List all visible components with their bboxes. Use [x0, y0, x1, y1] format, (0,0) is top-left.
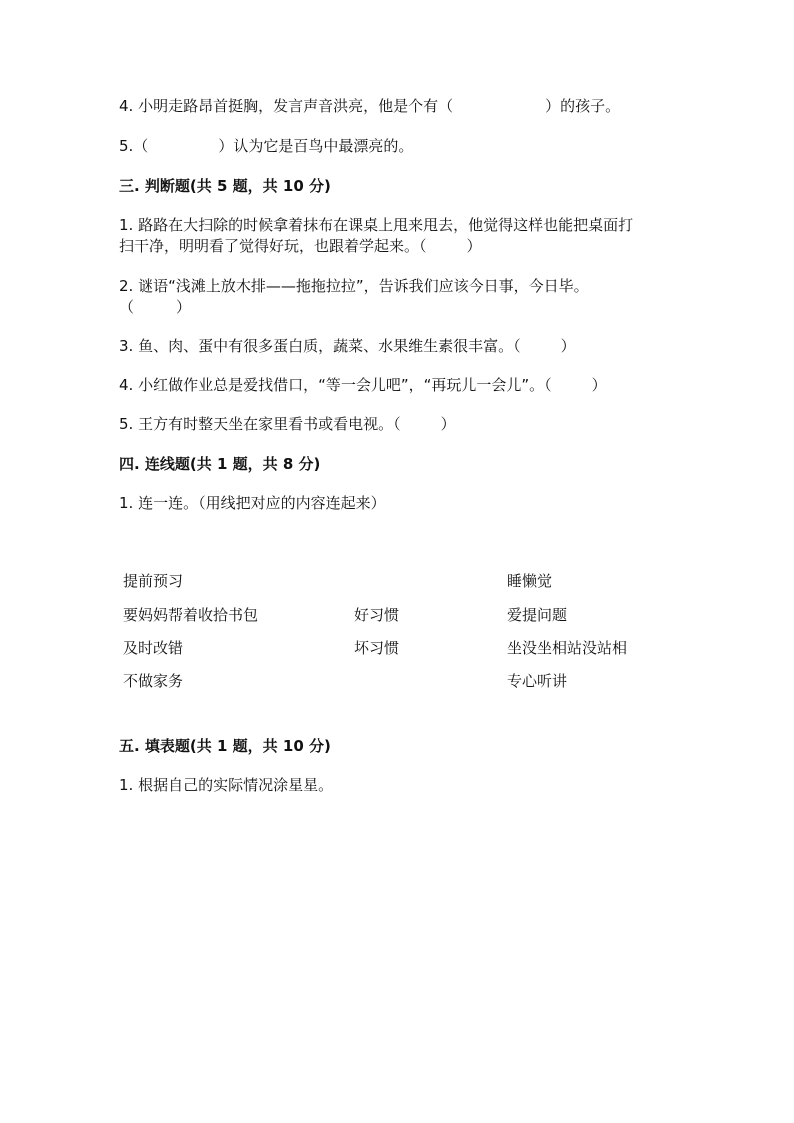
- fill-question-5: [119, 136, 413, 156]
- match-section-heading: 四. 连线题(共 1 题，共 8 分): [119, 455, 321, 473]
- match-middle-item[interactable]: 坏习惯: [354, 639, 400, 657]
- judge-q4-text-before: 4. 小红做作业总是爱找借口，“等一会儿吧”，“再玩儿一会儿”。（: [119, 376, 552, 394]
- table-question-1: 1. 根据自己的实际情况涂星星。: [119, 776, 334, 794]
- match-question-1: 1. 连一连。（用线把对应的内容连起来）: [119, 494, 386, 512]
- table-section-heading: 五. 填表题(共 1 题，共 10 分): [119, 737, 331, 755]
- match-left-item[interactable]: 要妈妈帮着收拾书包: [123, 606, 259, 624]
- judge-question-3: [119, 336, 576, 356]
- fill-q5-text-after: ）认为它是百鸟中最漂亮的。: [218, 137, 414, 155]
- fill-q4-text-after: ）的孩子。: [545, 97, 621, 115]
- fill-q4-text-before: 4. 小明走路昂首挺胸，发言声音洪亮，他是个有（: [119, 97, 454, 115]
- match-middle-item[interactable]: 好习惯: [354, 606, 400, 624]
- judge-question-1-line-1: 1. 路路在大扫除的时候拿着抹布在课桌上甩来甩去，他觉得这样也能把桌面打: [119, 216, 634, 234]
- fill-question-4: [119, 96, 620, 116]
- judge-question-4: [119, 375, 607, 395]
- judge-q4-text-after: ）: [591, 376, 607, 394]
- judge-q2-text-after: ）: [176, 298, 192, 316]
- judge-q5-text-before: 5. 王方有时整天坐在家里看书或看电视。（: [119, 415, 401, 433]
- match-left-item[interactable]: 提前预习: [123, 572, 184, 590]
- judge-q3-text-before: 3. 鱼、肉、蛋中有很多蛋白质，蔬菜、水果维生素很丰富。（: [119, 337, 521, 355]
- judge-q5-text-after: ）: [440, 415, 456, 433]
- judge-question-2-line-2: [119, 297, 191, 317]
- judge-q3-text-after: ）: [560, 337, 576, 355]
- judge-q1-text-after: ）: [466, 237, 482, 255]
- judge-q1-text-before: 扫干净，明明看了觉得好玩，也跟着学起来。（: [119, 237, 427, 255]
- judge-question-5: [119, 414, 456, 434]
- match-left-item[interactable]: 不做家务: [123, 672, 184, 690]
- match-right-item[interactable]: 爱提问题: [507, 606, 568, 624]
- match-right-item[interactable]: 专心听讲: [507, 672, 568, 690]
- judge-section-heading: 三. 判断题(共 5 题，共 10 分): [119, 177, 331, 195]
- match-left-item[interactable]: 及时改错: [123, 639, 184, 657]
- judge-question-2-line-1: 2. 谜语“浅滩上放木排——拖拖拉拉”，告诉我们应该今日事，今日毕。: [119, 277, 589, 295]
- match-right-item[interactable]: 睡懒觉: [507, 572, 553, 590]
- fill-q5-text-before: 5.（: [119, 137, 149, 155]
- match-right-item[interactable]: 坐没坐相站没站相: [507, 639, 628, 657]
- judge-question-1-line-2: [119, 236, 482, 256]
- judge-q2-text-before: （: [119, 298, 135, 316]
